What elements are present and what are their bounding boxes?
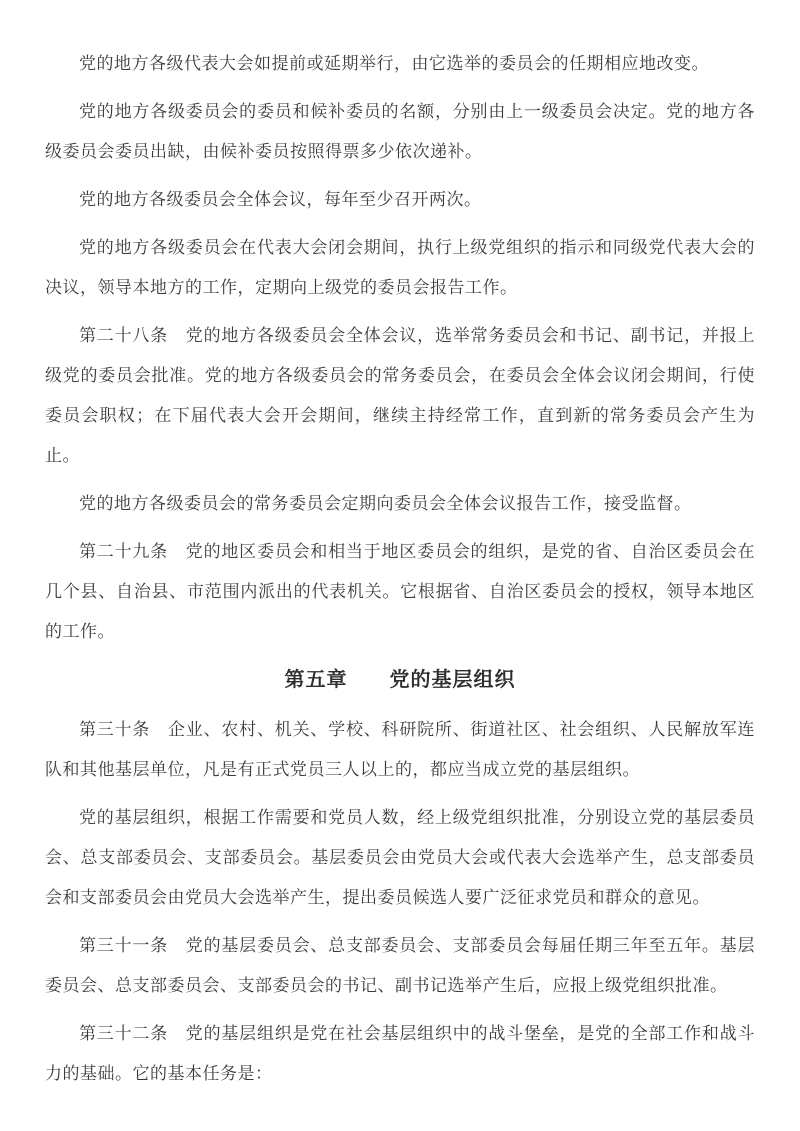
paragraph-member-quota: 党的地方各级委员会的委员和候补委员的名额，分别由上一级委员会决定。党的地方各级委员会委员出缺，由候补委员按照得票多少依次递补。 <box>45 102 755 161</box>
paragraph-standing-committee-report: 党的地方各级委员会的常务委员会定期向委员会全体会议报告工作，接受监督。 <box>79 494 692 513</box>
paragraph-primary-organizations: 党的基层组织，根据工作需要和党员人数，经上级党组织批准，分别设立党的基层委员会、总支部委员会、支部委员会。基层委员会由党员大会或代表大会选举产生，总支部委员会和支部委员会由党员大会选举产生，提出委员候选人要广泛征求党员和群众的意见。 <box>45 808 755 907</box>
paragraph-article-32: 第三十二条 党的基层组织是党在社会基层组织中的战斗堡垒，是党的全部工作和战斗力的基础。它的基本任务是： <box>45 1024 755 1083</box>
paragraph-article-31: 第三十一条 党的基层委员会、总支部委员会、支部委员会每届任期三年至五年。基层委员会、总支部委员会、支部委员会的书记、副书记选举产生后，应报上级党组织批准。 <box>45 936 755 995</box>
paragraph-plenary-sessions: 党的地方各级委员会全体会议，每年至少召开两次。 <box>79 190 482 209</box>
paragraph-article-29: 第二十九条 党的地区委员会和相当于地区委员会的组织，是党的省、自治区委员会在几个县、自治县、市范围内派出的代表机关。它根据省、自治区委员会的授权，领导本地区的工作。 <box>45 542 755 641</box>
paragraph-term-change: 党的地方各级代表大会如提前或延期举行，由它选举的委员会的任期相应地改变。 <box>79 54 709 73</box>
paragraph-between-congresses: 党的地方各级委员会在代表大会闭会期间，执行上级党组织的指示和同级党代表大会的决议，领导本地方的工作，定期向上级党的委员会报告工作。 <box>45 238 755 297</box>
paragraph-article-28: 第二十八条 党的地方各级委员会全体会议，选举常务委员会和书记、副书记，并报上级党的委员会批准。党的地方各级委员会的常务委员会，在委员会全体会议闭会期间，行使委员会职权；在下届代表大会开会期间，继续主持经常工作，直到新的常务委员会产生为止。 <box>45 326 755 465</box>
chapter-5-heading: 第五章 党的基层组织 <box>284 669 516 691</box>
paragraph-article-30: 第三十条 企业、农村、机关、学校、科研院所、街道社区、社会组织、人民解放军连队和其他基层单位，凡是有正式党员三人以上的，都应当成立党的基层组织。 <box>45 720 755 779</box>
